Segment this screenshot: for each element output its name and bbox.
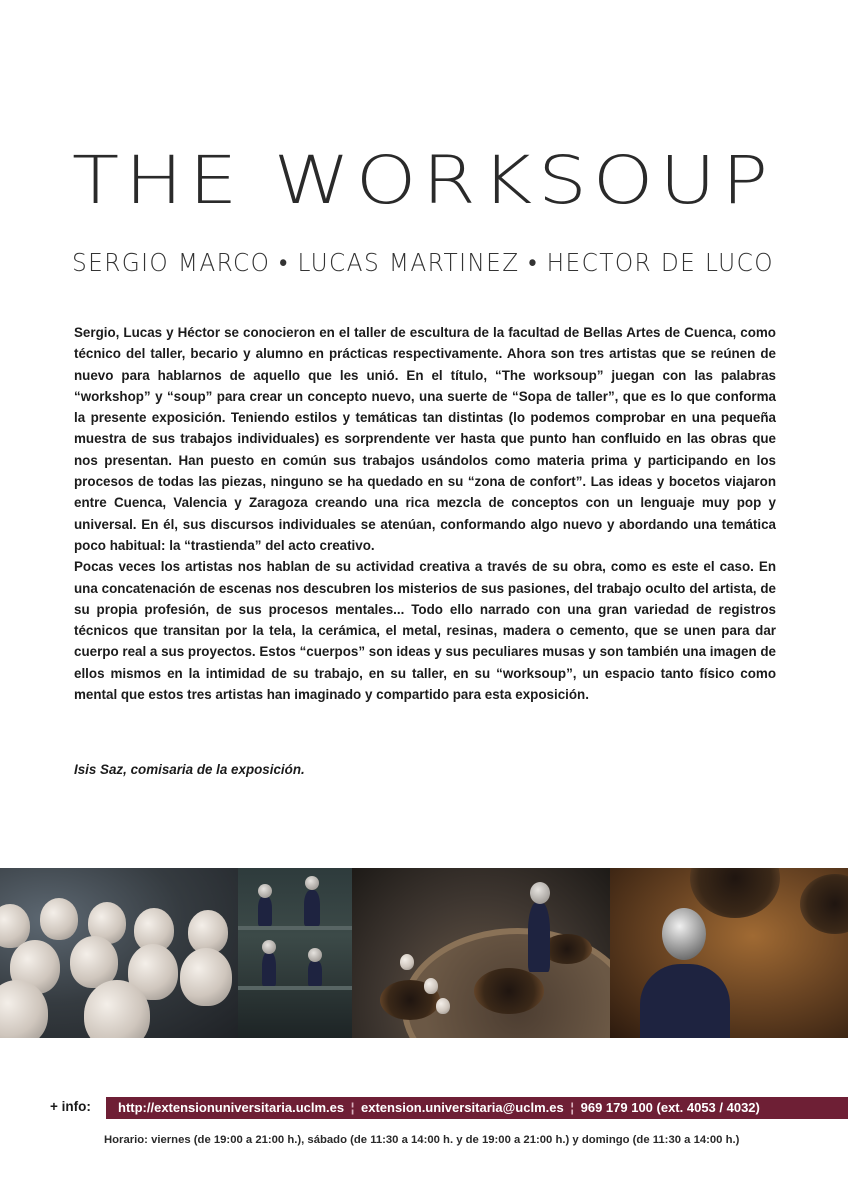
description-paragraph-2: Pocas veces los artistas nos hablan de su actividad creativa a través de su obra, como es este el caso. En una concatenación de escenas nos descubren los misterios de sus pasiones, del trabajo oculto del artista, de su propia profesión, de sus procesos mentales... Todo ello narrado con una gran variedad de registros técnicos que transitan por la tela, la cerámica, el metal, resinas, madera o cemento, que se unen para dar cuerpo real a sus proyectos. Estos “cuerpos” son ideas y sus peculiares musas y son también una imagen de ellos mismos en la intimidad de su trabajo, en su taller, en su “worksoup”, un espacio tanto físico como mental que estos tres artistas han imaginado y compartido para esta exposición. [74,559,776,703]
description-paragraph-1: Sergio, Lucas y Héctor se conocieron en el taller de escultura de la facultad de Bellas Artes de Cuenca, como técnico del taller, becario y alumno en prácticas respectivamente. Ahora son tres artistas que se reúnen de nuevo para hablarnos de aquello que les unió. En el título, “The worksoup” juegan con las palabras “workshop” y “soup” para crear un concepto nuevo, una suerte de “Sopa de taller”, que es lo que conforma la presente exposición. Teniendo estilos y temáticas tan distintas (lo podemos comprobar en una pequeña muestra de sus trabajos individuales) es sorprendente ver hasta que punto han confluido en las obras que nos presentan. Han puesto en común sus trabajos usándolos como materia prima y participando en los procesos de todas las piezas, ninguno se ha quedado en su “zona de confort”. Las ideas y bocetos viajaron entre Cuenca, Valencia y Zaragoza creando una rica mezcla de conceptos con un lenguaje muy pop y universal. En él, sus discursos individuales se atenúan, conformando algo nuevo y abordando una temática poco habitual: la “trastienda” del acto creativo. [74,325,776,553]
photo-figures-shelf [238,868,352,1038]
contact-info-row [50,1097,848,1121]
email-link[interactable]: extension.universitaria@uclm.es [361,1100,564,1115]
phone-number: 969 179 100 (ext. 4053 / 4032) [580,1100,760,1115]
exhibition-description [74,322,776,705]
contact-bar [106,1097,848,1119]
separator: ¦ [570,1100,574,1115]
photo-gear-figure [352,868,610,1038]
photo-ceramic-bulbs [0,868,238,1038]
curator-signature: Isis Saz, comisaria de la exposición. [74,762,305,777]
separator: ¦ [350,1100,355,1115]
website-link[interactable]: http://extensionuniversitaria.uclm.es [118,1100,345,1115]
exhibition-title: THE WORKSOUP [72,142,774,219]
artwork-photo-strip [0,868,848,1038]
artist-names: SERGIO MARCO • LUCAS MARTINEZ • HECTOR DE LUCO [72,248,774,277]
opening-hours: Horario: viernes (de 19:00 a 21:00 h.), sábado (de 11:30 a 14:00 h. y de 19:00 a 21:00 h.) y domingo (de 11:30 a 14:00 h.) [104,1134,740,1146]
photo-wood-bulb-figure [610,868,848,1038]
info-label: + info: [50,1099,91,1114]
